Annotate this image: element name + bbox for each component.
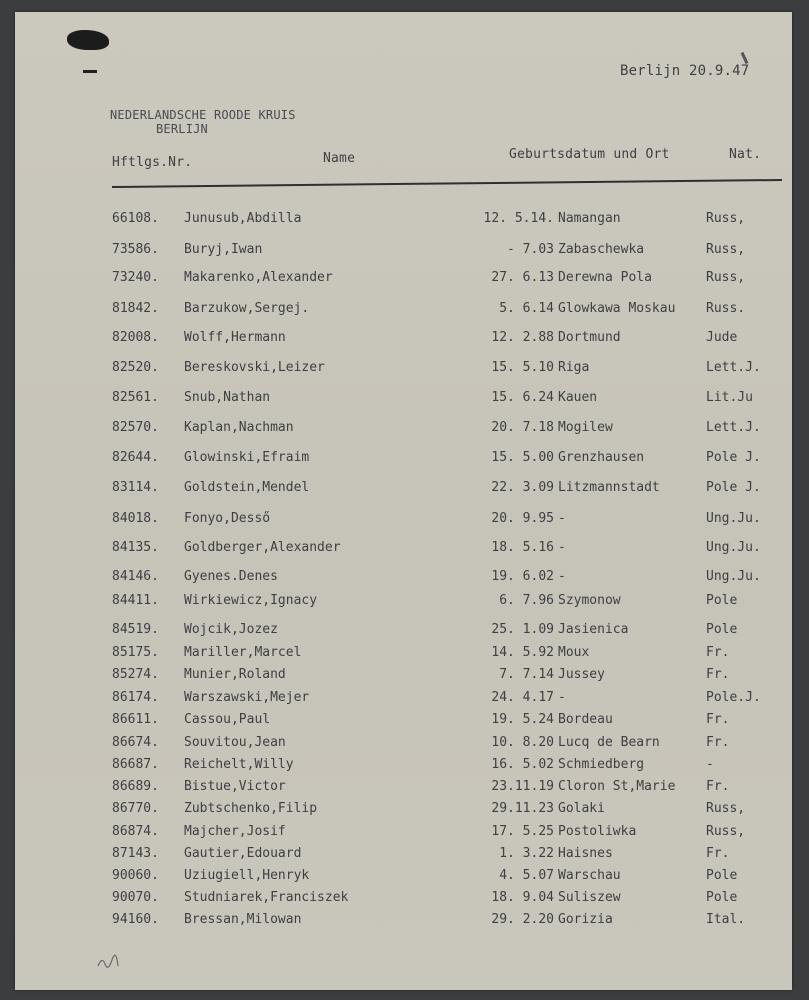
birth-date: 12. 2.88 bbox=[491, 330, 554, 345]
person-name: Glowinski,Efraim bbox=[184, 450, 310, 465]
birth-place: Szymonow bbox=[558, 593, 621, 608]
table-row bbox=[0, 569, 809, 589]
prisoner-number: 86174. bbox=[112, 690, 159, 705]
person-name: Barzukow,Sergej. bbox=[184, 301, 310, 316]
birth-date: 5. 6.14 bbox=[499, 301, 554, 316]
birth-place: - bbox=[558, 569, 566, 584]
person-name: Cassou,Paul bbox=[184, 712, 271, 727]
nationality: Russ, bbox=[706, 211, 746, 226]
prisoner-number: 82570. bbox=[112, 420, 159, 435]
birth-date: 23.11.19 bbox=[491, 779, 554, 794]
person-name: Goldstein,Mendel bbox=[184, 480, 310, 495]
birth-date: 10. 8.20 bbox=[491, 735, 554, 750]
birth-place: Haisnes bbox=[558, 846, 613, 861]
nationality: Pole J. bbox=[706, 450, 761, 465]
birth-date: 1. 3.22 bbox=[499, 846, 554, 861]
birth-place: Lucq de Bearn bbox=[558, 735, 660, 750]
prisoner-number: 85175. bbox=[112, 645, 159, 660]
birth-place: Derewna Pola bbox=[558, 270, 652, 285]
birth-date: 20. 9.95 bbox=[491, 511, 554, 526]
table-row bbox=[0, 846, 809, 866]
prisoner-number: 73240. bbox=[112, 270, 159, 285]
prisoner-number: 82520. bbox=[112, 360, 159, 375]
birth-date: 15. 5.10 bbox=[491, 360, 554, 375]
birth-place: - bbox=[558, 690, 566, 705]
birth-date: 29. 2.20 bbox=[491, 912, 554, 927]
pencil-scribble bbox=[96, 952, 120, 972]
nationality: Fr. bbox=[706, 712, 730, 727]
person-name: Bressan,Milowan bbox=[184, 912, 302, 927]
birth-place: Schmiedberg bbox=[558, 757, 645, 772]
person-name: Reichelt,Willy bbox=[184, 757, 294, 772]
nationality: Ital. bbox=[706, 912, 746, 927]
prisoner-number: 94160. bbox=[112, 912, 159, 927]
table-row bbox=[0, 801, 809, 821]
nationality: Ung.Ju. bbox=[706, 540, 761, 555]
nationality: Pole.J. bbox=[706, 690, 761, 705]
birth-date: 16. 5.02 bbox=[491, 757, 554, 772]
prisoner-number: 90060. bbox=[112, 868, 159, 883]
prisoner-number: 82008. bbox=[112, 330, 159, 345]
nationality: Pole bbox=[706, 622, 738, 637]
table-row bbox=[0, 667, 809, 687]
nationality: Pole bbox=[706, 890, 738, 905]
birth-place: Grenzhausen bbox=[558, 450, 645, 465]
prisoner-number: 81842. bbox=[112, 301, 159, 316]
birth-date: 17. 5.25 bbox=[491, 824, 554, 839]
person-name: Junusub,Abdilla bbox=[184, 211, 302, 226]
person-name: Zubtschenko,Filip bbox=[184, 801, 318, 816]
prisoner-number: 86770. bbox=[112, 801, 159, 816]
column-header-nat: Nat. bbox=[729, 147, 762, 162]
nationality: Russ, bbox=[706, 242, 746, 257]
nationality: Russ, bbox=[706, 824, 746, 839]
nationality: Pole J. bbox=[706, 480, 761, 495]
prisoner-number: 84018. bbox=[112, 511, 159, 526]
birth-date: 18. 9.04 bbox=[491, 890, 554, 905]
table-row bbox=[0, 890, 809, 910]
table-row bbox=[0, 593, 809, 613]
column-header-name: Name bbox=[323, 151, 356, 166]
prisoner-number: 86674. bbox=[112, 735, 159, 750]
person-name: Souvitou,Jean bbox=[184, 735, 286, 750]
birth-place: Cloron St,Marie bbox=[558, 779, 676, 794]
table-row bbox=[0, 480, 809, 500]
table-row bbox=[0, 690, 809, 710]
prisoner-number: 66108. bbox=[112, 211, 159, 226]
birth-place: Litzmannstadt bbox=[558, 480, 660, 495]
table-row bbox=[0, 420, 809, 440]
nationality: Pole bbox=[706, 593, 738, 608]
person-name: Mariller,Marcel bbox=[184, 645, 302, 660]
nationality: Fr. bbox=[706, 846, 730, 861]
person-name: Majcher,Josif bbox=[184, 824, 286, 839]
birth-date: 19. 6.02 bbox=[491, 569, 554, 584]
birth-place: Warschau bbox=[558, 868, 621, 883]
person-name: Goldberger,Alexander bbox=[184, 540, 341, 555]
nationality: Lit.Ju bbox=[706, 390, 753, 405]
prisoner-number: 84411. bbox=[112, 593, 159, 608]
birth-date: 12. 5.14. bbox=[483, 211, 554, 226]
birth-date: 29.11.23 bbox=[491, 801, 554, 816]
nationality: Fr. bbox=[706, 779, 730, 794]
nationality: Fr. bbox=[706, 645, 730, 660]
nationality: - bbox=[706, 757, 714, 772]
prisoner-number: 87143. bbox=[112, 846, 159, 861]
birth-place: Suliszew bbox=[558, 890, 621, 905]
table-row bbox=[0, 390, 809, 410]
table-row bbox=[0, 301, 809, 321]
birth-date: 6. 7.96 bbox=[499, 593, 554, 608]
nationality: Ung.Ju. bbox=[706, 569, 761, 584]
birth-date: 15. 5.00 bbox=[491, 450, 554, 465]
table-row bbox=[0, 912, 809, 932]
birth-place: Mogilew bbox=[558, 420, 613, 435]
birth-date: 25. 1.09 bbox=[491, 622, 554, 637]
table-row bbox=[0, 645, 809, 665]
person-name: Gyenes.Denes bbox=[184, 569, 278, 584]
tape-mark bbox=[67, 30, 109, 50]
prisoner-number: 86611. bbox=[112, 712, 159, 727]
birth-date: 24. 4.17 bbox=[491, 690, 554, 705]
person-name: Studniarek,Franciszek bbox=[184, 890, 349, 905]
birth-date: 27. 6.13 bbox=[491, 270, 554, 285]
birth-date: 7. 7.14 bbox=[499, 667, 554, 682]
birth-date: 15. 6.24 bbox=[491, 390, 554, 405]
birth-date: 19. 5.24 bbox=[491, 712, 554, 727]
prisoner-number: 85274. bbox=[112, 667, 159, 682]
birth-place: Gorizia bbox=[558, 912, 613, 927]
column-header-nr: Hftlgs.Nr. bbox=[112, 155, 193, 170]
nationality: Fr. bbox=[706, 667, 730, 682]
birth-place: Postoliwka bbox=[558, 824, 637, 839]
prisoner-number: 84146. bbox=[112, 569, 159, 584]
birth-place: Glowkawa Moskau bbox=[558, 301, 676, 316]
birth-place: Zabaschewka bbox=[558, 242, 645, 257]
birth-place: Kauen bbox=[558, 390, 598, 405]
person-name: Buryj,Iwan bbox=[184, 242, 263, 257]
birth-place: - bbox=[558, 540, 566, 555]
nationality: Russ, bbox=[706, 270, 746, 285]
organization-city: BERLIJN bbox=[156, 122, 208, 136]
person-name: Warszawski,Mejer bbox=[184, 690, 310, 705]
birth-place: Moux bbox=[558, 645, 590, 660]
nationality: Lett.J. bbox=[706, 420, 761, 435]
prisoner-number: 83114. bbox=[112, 480, 159, 495]
birth-place: - bbox=[558, 511, 566, 526]
prisoner-number: 84135. bbox=[112, 540, 159, 555]
nationality: Jude bbox=[706, 330, 738, 345]
birth-date: 14. 5.92 bbox=[491, 645, 554, 660]
table-row bbox=[0, 757, 809, 777]
prisoner-number: 82561. bbox=[112, 390, 159, 405]
table-row bbox=[0, 330, 809, 350]
birth-place: Jasienica bbox=[558, 622, 629, 637]
table-row bbox=[0, 735, 809, 755]
prisoner-number: 86689. bbox=[112, 779, 159, 794]
birth-date: 22. 3.09 bbox=[491, 480, 554, 495]
person-name: Gautier,Edouard bbox=[184, 846, 302, 861]
birth-date: 20. 7.18 bbox=[491, 420, 554, 435]
person-name: Wojcik,Jozez bbox=[184, 622, 278, 637]
table-row bbox=[0, 540, 809, 560]
prisoner-number: 90070. bbox=[112, 890, 159, 905]
birth-place: Namangan bbox=[558, 211, 621, 226]
column-header-birth: Geburtsdatum und Ort bbox=[509, 147, 670, 162]
person-name: Bereskovski,Leizer bbox=[184, 360, 325, 375]
birth-date: - 7.03 bbox=[507, 242, 554, 257]
ink-mark bbox=[83, 70, 97, 73]
nationality: Lett.J. bbox=[706, 360, 761, 375]
person-name: Fonyo,Desső bbox=[184, 511, 271, 526]
table-row bbox=[0, 450, 809, 470]
table-row bbox=[0, 270, 809, 290]
table-row bbox=[0, 511, 809, 531]
birth-place: Riga bbox=[558, 360, 590, 375]
nationality: Fr. bbox=[706, 735, 730, 750]
person-name: Snub,Nathan bbox=[184, 390, 271, 405]
prisoner-number: 73586. bbox=[112, 242, 159, 257]
table-row bbox=[0, 622, 809, 642]
table-row bbox=[0, 868, 809, 888]
table-row bbox=[0, 211, 809, 231]
birth-date: 4. 5.07 bbox=[499, 868, 554, 883]
table-row bbox=[0, 824, 809, 844]
person-name: Bistue,Victor bbox=[184, 779, 286, 794]
table-row bbox=[0, 242, 809, 262]
person-name: Wirkiewicz,Ignacy bbox=[184, 593, 318, 608]
nationality: Ung.Ju. bbox=[706, 511, 761, 526]
nationality: Russ. bbox=[706, 301, 746, 316]
person-name: Makarenko,Alexander bbox=[184, 270, 333, 285]
person-name: Uziugiell,Henryk bbox=[184, 868, 310, 883]
person-name: Kaplan,Nachman bbox=[184, 420, 294, 435]
nationality: Russ, bbox=[706, 801, 746, 816]
person-name: Wolff,Hermann bbox=[184, 330, 286, 345]
birth-place: Golaki bbox=[558, 801, 605, 816]
birth-place: Dortmund bbox=[558, 330, 621, 345]
prisoner-number: 86687. bbox=[112, 757, 159, 772]
prisoner-number: 86874. bbox=[112, 824, 159, 839]
prisoner-number: 82644. bbox=[112, 450, 159, 465]
birth-date: 18. 5.16 bbox=[491, 540, 554, 555]
nationality: Pole bbox=[706, 868, 738, 883]
person-name: Munier,Roland bbox=[184, 667, 286, 682]
prisoner-number: 84519. bbox=[112, 622, 159, 637]
organization-name: NEDERLANDSCHE ROODE KRUIS bbox=[110, 108, 296, 122]
birth-place: Bordeau bbox=[558, 712, 613, 727]
table-row bbox=[0, 360, 809, 380]
birth-place: Jussey bbox=[558, 667, 605, 682]
place-date: Berlijn 20.9.47 bbox=[620, 63, 750, 79]
table-row bbox=[0, 779, 809, 799]
table-row bbox=[0, 712, 809, 732]
